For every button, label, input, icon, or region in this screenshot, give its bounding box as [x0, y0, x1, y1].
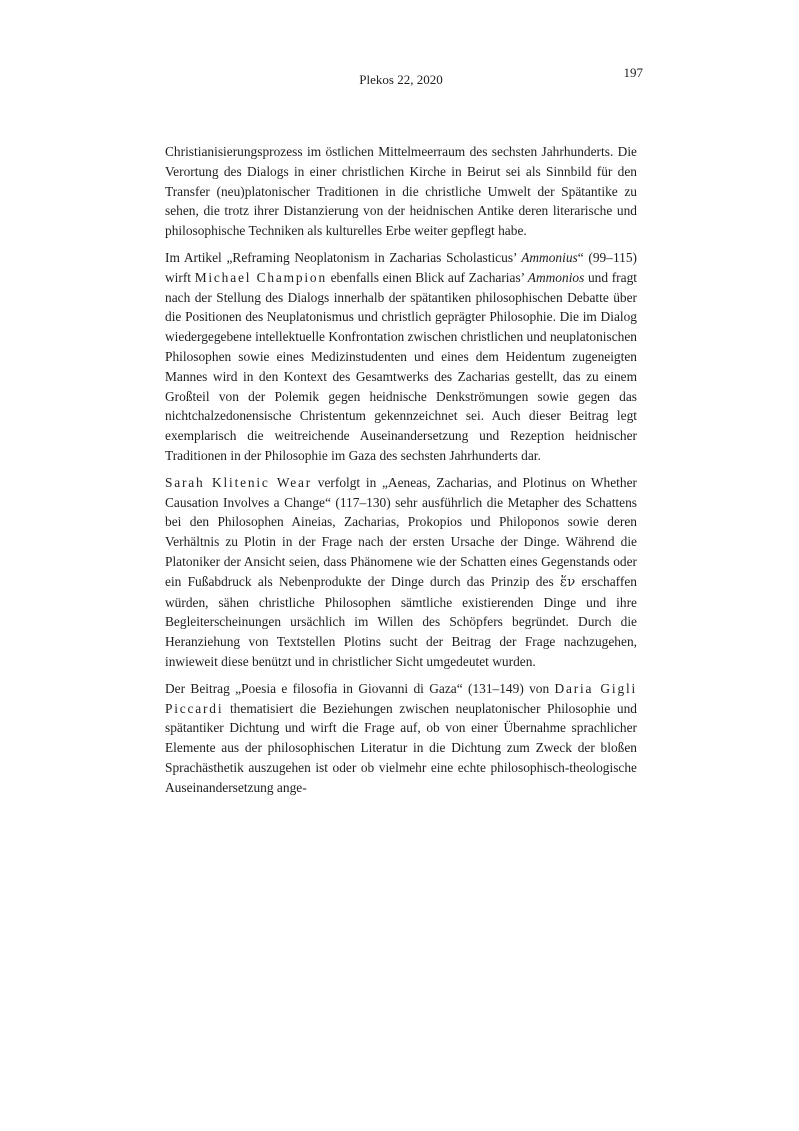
body-text-block: [165, 142, 637, 805]
body-run: Im Artikel „Reframing Neoplatonism in Zacharias Scholasticus’: [165, 249, 522, 265]
body-run: thematisiert die Beziehungen zwischen neuplatonischer Philosophie und spätantiker Dichtung und wirft die Frage auf, ob von einer Übernahme sprachlicher Elemente aus der philosophischen Literatur in die Dichtung zum Zweck der bloßen Sprachästhetik auszugehen ist oder ob vielmehr eine echte philosophisch-theologische Auseinandersetzung ange-: [165, 700, 637, 795]
paragraph: [165, 142, 637, 241]
paragraph: [165, 679, 637, 798]
body-run: verfolgt in „Aeneas, Zacharias, and Plotinus on Whether Causation Involves a Change“ (117–130) sehr ausführlich die Metapher des Schattens bei den Philosophen Aineias, Zacharias, Prokopios und Philoponos sowie deren Verhältnis zu Plotin in der Frage nach der ersten Ursache der Dinge. Während die Platoniker der Ansicht seien, dass Phänomene wie der Schatten eines Gegenstands oder ein Fußabdruck als Nebenprodukte der Dinge durch das Prinzip des: [165, 474, 638, 589]
body-run: “ (99–115) wirft: [165, 249, 637, 285]
page-number: 197: [623, 65, 643, 80]
body-run: erschaffen würden, sähen christliche Philosophen sämtliche existierenden Dinge und ihre Begleiterscheinungen ursächlich im Willen des Schöpfers begründet. Durch die Heranziehung von Textstellen Plotins sucht der Beitrag der Frage nachzugehen, inwieweit diese benützt und in christlicher Sicht umgedeutet wurden.: [165, 573, 637, 669]
work-title-italic: Ammonius: [521, 249, 578, 265]
paragraph: [165, 473, 637, 672]
body-run: Der Beitrag „Poesia e filosofia in Giovanni di Gaza“ (131–149) von: [165, 680, 555, 696]
work-title-italic: Ammonios: [527, 269, 585, 285]
body-run: und fragt nach der Stellung des Dialogs innerhalb der spätantiken philosophischen Debatte über die Positionen des Neuplatonismus und christlich geprägter Philosophie. Die im Dialog wiedergegebene intellektuelle Konfrontation zwischen christlichen und neuplatonischen Philosophen sowie eines Medizinstudenten und eines dem Heidentum zugeneigten Mannes wird in den Kontext des Gesamtwerks des Zacharias gestellt, das zu einem Großteil von der Polemik gegen heidnische Denkströmungen sowie gegen das nichtchalzedonensische Christentum gekennzeichnet sei. Auch dieser Beitrag legt exemplarisch die weitreichende Auseinandersetzung und Rezeption heidnischer Traditionen in der Philosophie im Gaza des sechsten Jahrhunderts dar.: [165, 269, 637, 463]
body-run: ebenfalls einen Blick auf Zacharias’: [326, 269, 528, 285]
author-name-spaced: Sarah Klitenic Wear: [165, 474, 313, 490]
running-head: [163, 65, 643, 87]
author-name-spaced: Michael Champion: [194, 269, 327, 285]
author-name-spaced: Daria Gigli Piccardi: [165, 680, 638, 716]
greek-term: ἕν: [559, 574, 576, 590]
paragraph: [165, 248, 637, 466]
body-run: Christianisierungsprozess im östlichen Mittelmeerraum des sechsten Jahrhunderts. Die Verortung des Dialogs in einer christlichen Kirche in Beirut sei als Sinnbild für den Transfer (neu)platonischer Traditionen in die christliche Umwelt der Spätantike zu sehen, die trotz ihrer Distanzierung von der heidnischen Antike deren literarische und philosophische Techniken als kulturelles Erbe weiter gepflegt habe.: [165, 144, 637, 239]
journal-title-line: Plekos 22, 2020: [359, 72, 443, 87]
